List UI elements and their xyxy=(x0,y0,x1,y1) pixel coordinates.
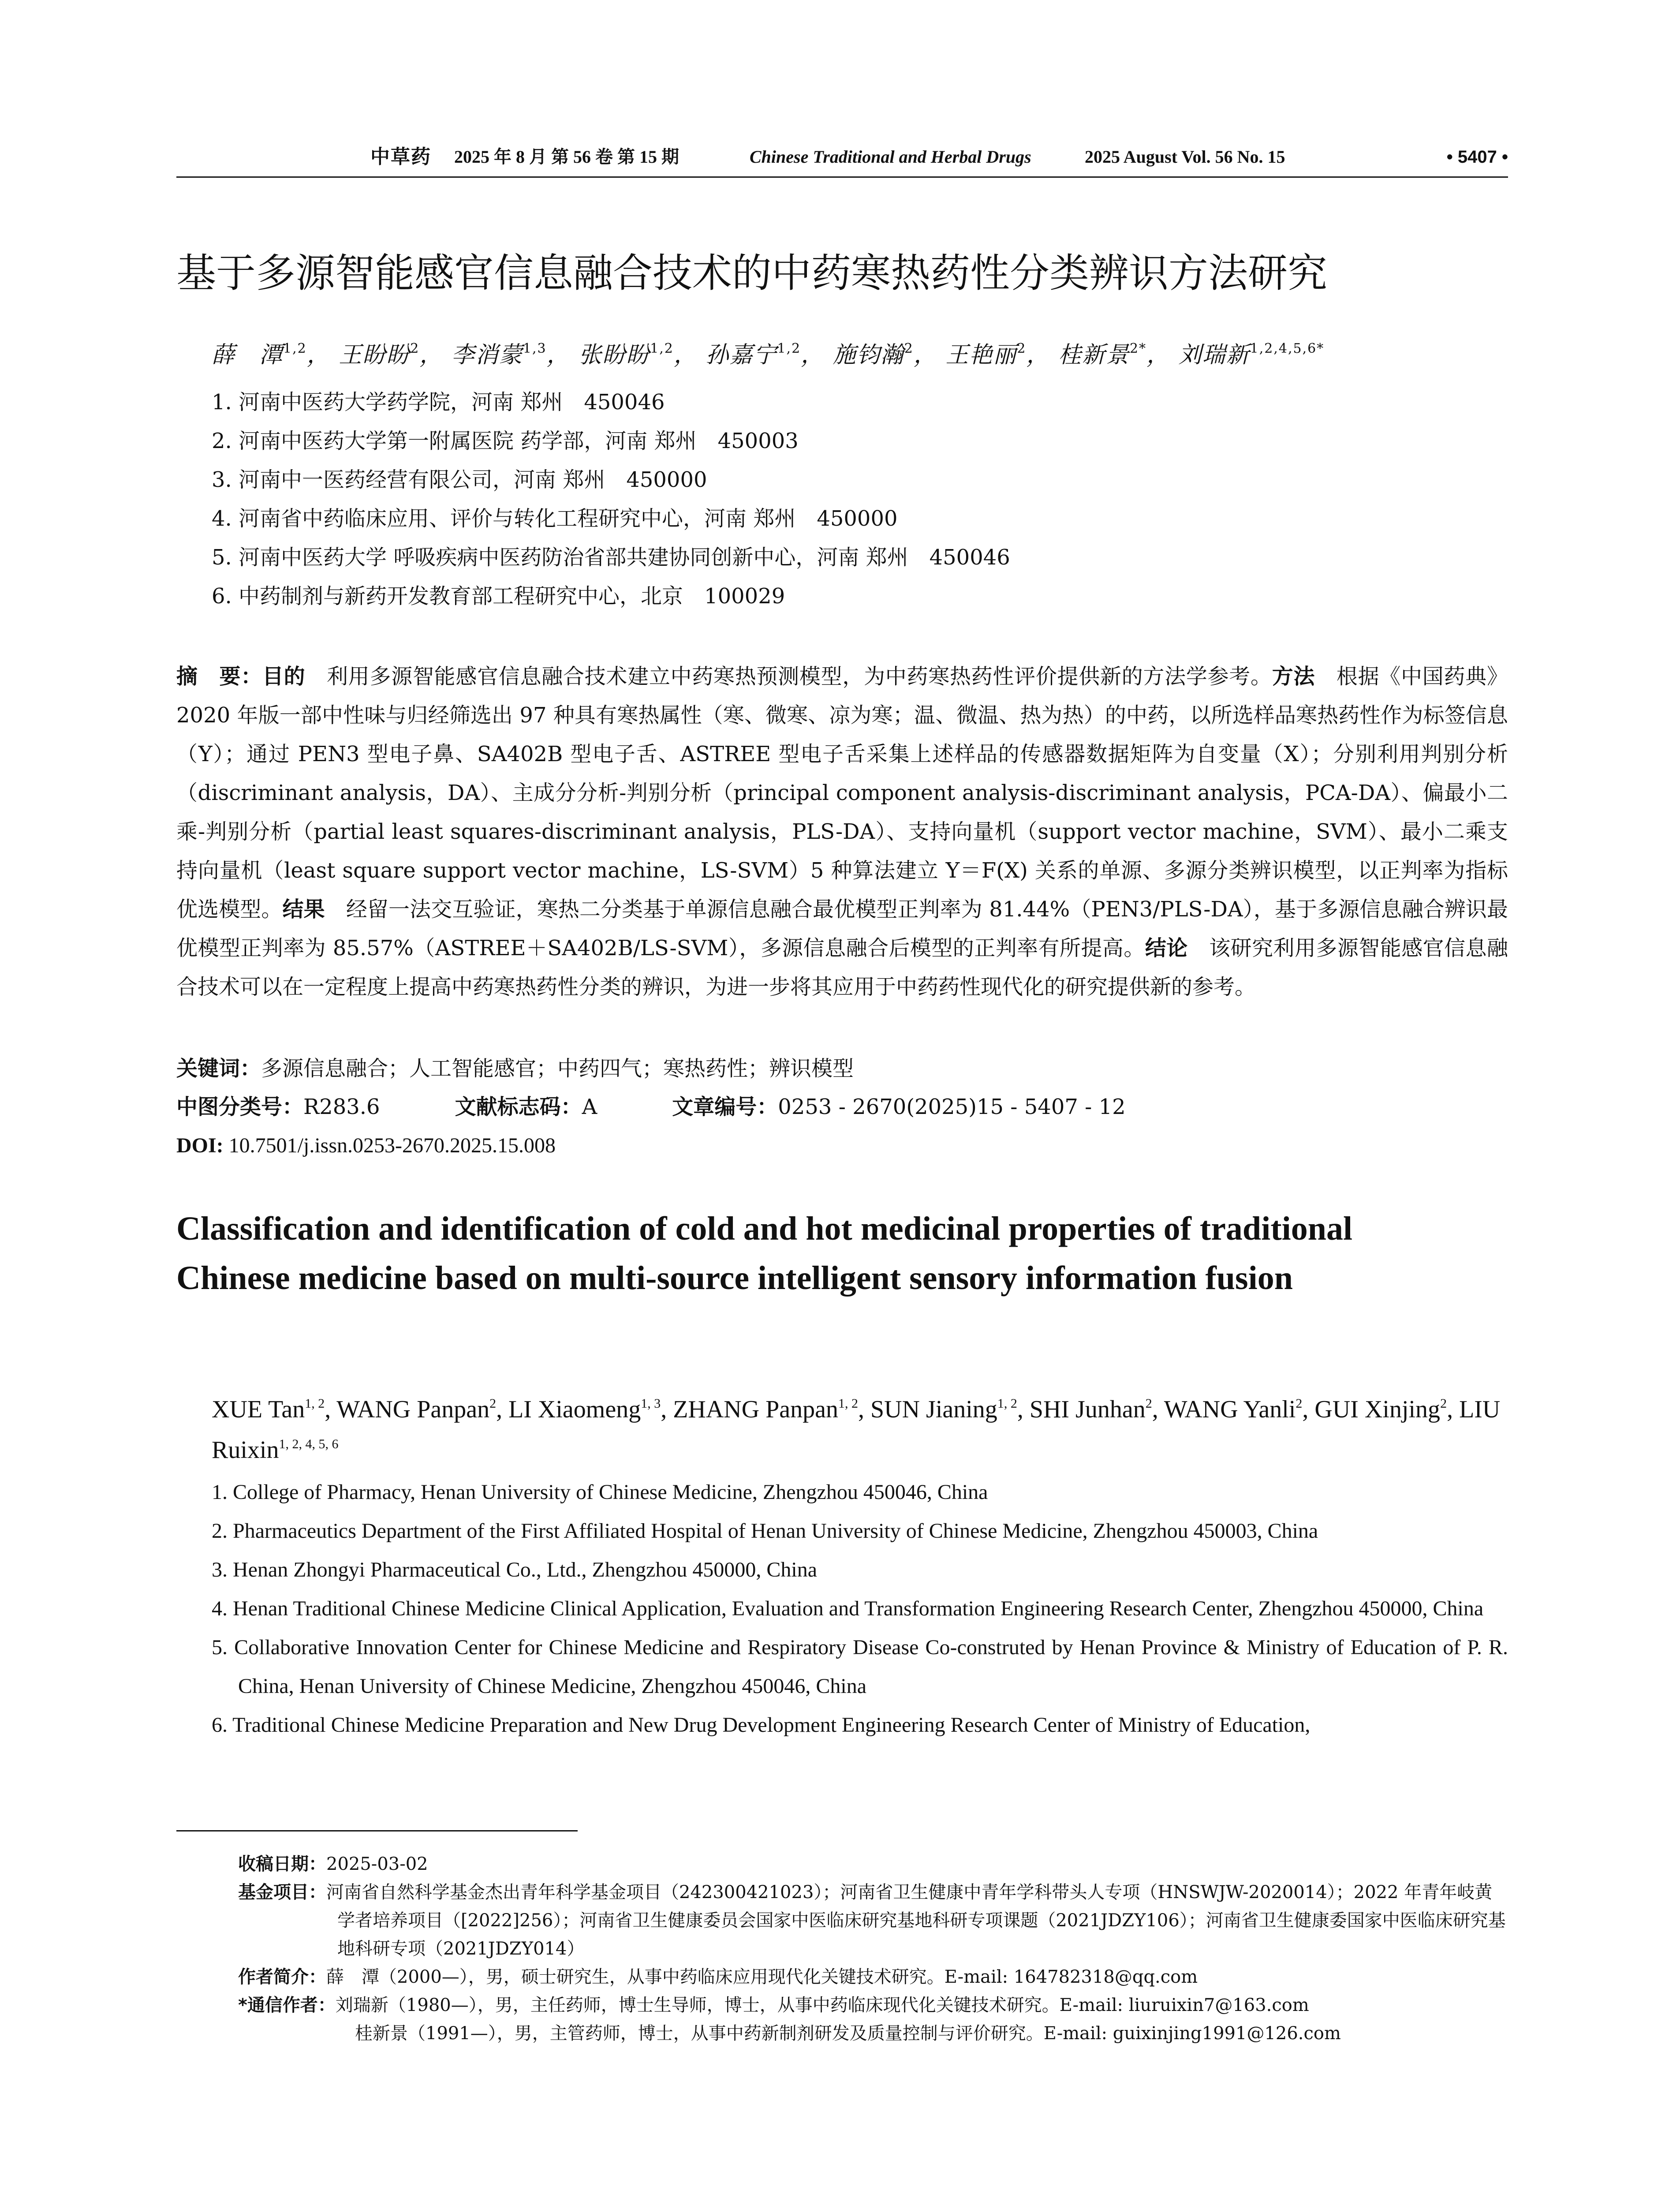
title-cn: 基于多源智能感官信息融合技术的中药寒热药性分类辨识方法研究 xyxy=(176,250,1327,296)
footnote-received xyxy=(238,1850,1508,1878)
footnote-corresponding xyxy=(238,1991,1508,2019)
authors-en: XUE Tan$^{1, 2}$, WANG Panpan$^2$, LI Xiaomeng$^{1, 3}$, ZHANG Panpan$^{1, 2}$, SUN Jianing$^{1, 2}$, SHI Junhan$^2$, WANG Yanli$^2$, GUI Xinjing$^2$, LIU Ruixin$^{1, 2, 4, 5, 6}$ xyxy=(212,1396,1501,1464)
corresponding-2: 桂新景（1991—），男，主管药师，博士，从事中药新制剂研发及质量控制与评价研究。E-mail: guixinjing1991@126.com xyxy=(355,2023,1341,2044)
footnotes xyxy=(238,1850,1508,2048)
abstract-cn xyxy=(176,657,1508,1006)
author-cn: 张盼盼$^{1,2}$ xyxy=(579,341,674,368)
method-label: 方法 xyxy=(1272,664,1315,689)
doi-line xyxy=(176,1130,1508,1161)
footnote-rule xyxy=(176,1830,578,1831)
author-en: LI Xiaomeng$^{1, 3}$ xyxy=(508,1396,661,1423)
author-en: LIU Ruixin$^{1, 2, 4, 5, 6}$ xyxy=(212,1396,1501,1464)
objective-text: 利用多源智能感官信息融合技术建立中药寒热预测模型，为中药寒热药性评价提供新的方法学参考。 xyxy=(305,664,1272,689)
article-no-label: 文章编号： xyxy=(672,1095,778,1119)
fund-label: 基金项目： xyxy=(238,1882,326,1902)
affiliation-cn: 1. 河南中医药大学药学院，河南 郑州 450046 xyxy=(212,390,665,415)
author-bio-text: 薛 潭（2000—），男，硕士研究生，从事中药临床应用现代化关键技术研究。E-mail: 164782318@qq.com xyxy=(326,1967,1198,1987)
affiliation-en: 1. College of Pharmacy, Henan University of Chinese Medicine, Zhengzhou 450046, China xyxy=(212,1480,988,1504)
keywords-value: 多源信息融合；人工智能感官；中药四气；寒热药性；辨识模型 xyxy=(261,1056,854,1081)
affiliation-en: 6. Traditional Chinese Medicine Preparation and New Drug Development Engineering Research Center of Ministry of Education, xyxy=(212,1713,1310,1737)
affiliation-cn: 6. 中药制剂与新药开发教育部工程研究中心，北京 100029 xyxy=(212,584,785,609)
header-rule xyxy=(176,176,1508,178)
affiliations-en xyxy=(212,1473,1508,1745)
author-en: WANG Panpan$^2$ xyxy=(336,1396,497,1423)
author-bio-label: 作者简介： xyxy=(238,1967,326,1987)
conclusion-text: 该研究利用多源智能感官信息融合技术可以在一定程度上提高中药寒热药性分类的辨识，为进一步将其应用于中药药性现代化的研究提供新的参考。 xyxy=(176,936,1508,999)
author-cn: 薛 潭$^{1,2}$ xyxy=(212,341,307,368)
author-cn: 施钧瀚$^2$ xyxy=(833,341,914,368)
received-label: 收稿日期： xyxy=(238,1854,326,1874)
journal-name-cn: 中草药 xyxy=(370,146,431,168)
author-en: SHI Junhan$^2$ xyxy=(1029,1396,1152,1423)
issue-info-cn: 2025 年 8 月 第 56 卷 第 15 期 xyxy=(454,147,679,167)
method-text: 根据《中国药典》2020 年版一部中性味与归经筛选出 97 种具有寒热属性（寒、微寒、凉为寒；温、微温、热为热）的中药，以所选样品寒热药性作为标签信息（Y）；通过 PEN3 型电子鼻、SA402B 型电子舌、ASTREE 型电子舌采集上述样品的传感器数据矩阵为自变量（X）；分别利用判别分析（discriminant analysis，DA）、主成分分析-判别分析（principal component analysis-discriminant analysis，PCA-DA）、偏最小二乘-判别分析（partial least squares-discriminant analysis，PLS-DA）、支持向量机（support vector machine，SVM）、最小二乘支持向量机（least square support vector machine，LS-SVM）5 种算法建立 Y＝F(X) 关系的单源、多源分类辨识模型，以正判率为指标优选模型。 xyxy=(176,664,1508,922)
title-en: Classification and identification of cold and hot medicinal properties of traditional Chinese medicine based on multi-source intelligent sensory information fusion xyxy=(176,1210,1353,1297)
footnote-author xyxy=(238,1963,1508,1991)
journal-name-en: Chinese Traditional and Herbal Drugs xyxy=(750,147,1031,167)
article-no-value: 0253 - 2670(2025)15 - 5407 - 12 xyxy=(778,1095,1126,1119)
affiliation-en: 2. Pharmaceutics Department of the First Affiliated Hospital of Henan University of Chinese Medicine, Zhengzhou 450003, China xyxy=(212,1519,1318,1543)
result-text: 经留一法交互验证，寒热二分类基于单源信息融合最优模型正判率为 81.44%（PEN3/PLS-DA），基于多源信息融合辨识最优模型正判率为 85.57%（ASTREE＋SA402B/LS-SVM），多源信息融合后模型的正判率有所提高。 xyxy=(176,897,1508,960)
author-en: XUE Tan$^{1, 2}$ xyxy=(212,1396,325,1423)
page-number: • 5407 • xyxy=(1446,147,1508,167)
affiliation-cn: 3. 河南中一医药经营有限公司，河南 郑州 450000 xyxy=(212,467,707,492)
affiliation-en: 3. Henan Zhongyi Pharmaceutical Co., Ltd., Zhengzhou 450000, China xyxy=(212,1558,818,1581)
footnote-fund xyxy=(238,1878,1508,1963)
fund-text: 河南省自然科学基金杰出青年科学基金项目（242300421023）；河南省卫生健康中青年学科带头人专项（HNSWJW-2020014）；2022 年青年岐黄学者培养项目（[2022]256）；河南省卫生健康委员会国家中医临床研究基地科研专项课题（2021JDZY106）；河南省卫生健康委国家中医临床研究基地科研专项（2021JDZY014） xyxy=(326,1882,1506,1959)
affiliations-cn xyxy=(212,383,1534,616)
abstract-label: 摘 要： xyxy=(176,664,262,689)
keywords-label: 关键词： xyxy=(176,1056,261,1081)
issue-info-en: 2025 August Vol. 56 No. 15 xyxy=(1085,147,1285,167)
affiliation-en: 5. Collaborative Innovation Center for Chinese Medicine and Respiratory Disease Co-construted by Henan Province & Ministry of Education of P. R. China, Henan University of Chinese Medicine, Zhengzhou 450046, China xyxy=(212,1636,1508,1698)
doi-value: 10.7501/j.issn.0253-2670.2025.15.008 xyxy=(223,1134,556,1157)
affiliation-cn: 2. 河南中医药大学第一附属医院 药学部，河南 郑州 450003 xyxy=(212,429,799,453)
author-cn: 刘瑞新$^{1,2,4,5,6*}$ xyxy=(1178,341,1325,368)
corresponding-1: 刘瑞新（1980—），男，主任药师，博士生导师，博士，从事中药临床现代化关键技术研究。E-mail: liuruixin7@163.com xyxy=(335,1995,1309,2015)
author-en: ZHANG Panpan$^{1, 2}$ xyxy=(673,1396,859,1423)
keywords-line xyxy=(176,1053,1508,1084)
classification-line xyxy=(176,1091,1508,1122)
author-cn: 王艳丽$^2$ xyxy=(945,341,1027,368)
author-en: WANG Yanli$^2$ xyxy=(1164,1396,1303,1423)
received-date: 2025-03-02 xyxy=(326,1854,428,1874)
conclusion-label: 结论 xyxy=(1145,936,1188,960)
authors-cn: 薛 潭$^{1,2}$， 王盼盼$^2$， 李消蒙$^{1,3}$， 张盼盼$^{1,2}$， 孙嘉宁$^{1,2}$， 施钧瀚$^2$， 王艳丽$^2$， 桂新景$^{2*}$， 刘瑞新$^{1,2,4,5,6*}$ xyxy=(212,341,1325,368)
result-label: 结果 xyxy=(282,897,325,922)
affiliation-en: 4. Henan Traditional Chinese Medicine Clinical Application, Evaluation and Transformation Engineering Research Center, Zhengzhou 450000, China xyxy=(212,1597,1484,1620)
corresponding-label: *通信作者： xyxy=(238,1995,336,2015)
affiliation-cn: 4. 河南省中药临床应用、评价与转化工程研究中心，河南 郑州 450000 xyxy=(212,506,898,531)
author-en: GUI Xinjing$^2$ xyxy=(1314,1396,1447,1423)
author-en: SUN Jianing$^{1, 2}$ xyxy=(870,1396,1017,1423)
clc-value: R283.6 xyxy=(303,1095,380,1119)
author-cn: 桂新景$^{2*}$ xyxy=(1058,341,1147,368)
doi-label: DOI: xyxy=(176,1134,224,1157)
affiliation-cn: 5. 河南中医药大学 呼吸疾病中医药防治省部共建协同创新中心，河南 郑州 450046 xyxy=(212,545,1010,570)
doc-code-value: A xyxy=(582,1095,597,1119)
doc-code-label: 文献标志码： xyxy=(455,1095,582,1119)
clc-label: 中图分类号： xyxy=(176,1095,304,1119)
author-cn: 王盼盼$^2$ xyxy=(339,341,420,368)
author-cn: 李消蒙$^{1,3}$ xyxy=(451,341,547,368)
author-cn: 孙嘉宁$^{1,2}$ xyxy=(706,341,801,368)
objective-label: 目的 xyxy=(262,664,306,689)
